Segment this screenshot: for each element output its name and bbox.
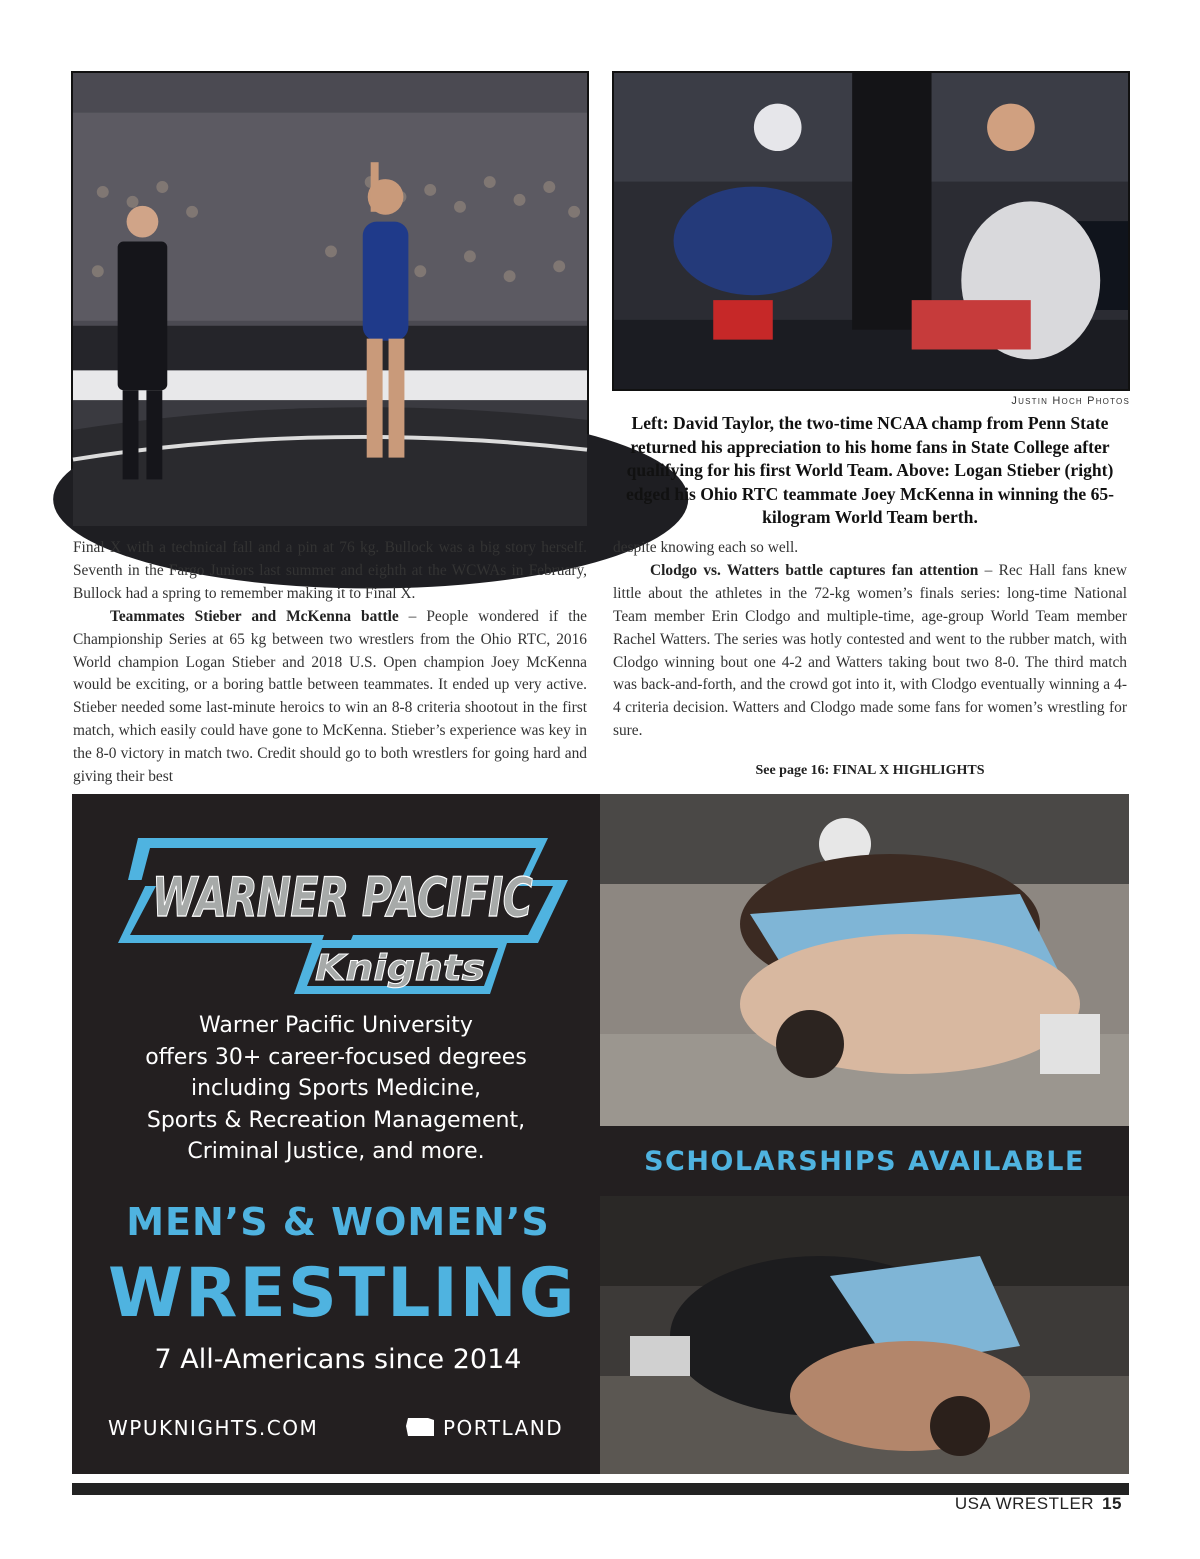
logo-line-1: WARNER PACIFIC: [152, 866, 534, 929]
ad-wrestling-heading: WRESTLING: [108, 1254, 577, 1333]
article-paragraph: Clodgo vs. Watters battle captures fan attention – Rec Hall fans knew little about the athletes in the 72-kg women’s finals series: long-time National Team member Erin Clodgo and multiple-time, age-group World Team member Rachel Watters. The series was hotly contested and went to the rubber match, with Clodgo winning bout one 4-2 and Watters taking bout two 8-0. The third match was back-and-forth, and the crowd got into it, with Clodgo eventually winning a 4-4 criteria decision. Watters and Clodgo made some fans for women’s wrestling for sure.: [613, 561, 1127, 740]
ad-description-line: Sports & Recreation Management,: [146, 1107, 526, 1133]
article-paragraph: Final X with a technical fall and a pin at 76 kg. Bullock was a big story herself. Seventh in the Fargo Juniors last summer and eighth at the WCWAs in February, Bullock had a spring to remember making it to Final X.: [73, 539, 587, 602]
ad-mens-womens: MEN’S & WOMEN’S: [126, 1200, 550, 1244]
ad-description-line: offers 30+ career-focused degrees: [145, 1044, 527, 1070]
article-subhead: Clodgo vs. Watters battle captures fan attention: [650, 561, 979, 579]
ad-all-americans: 7 All-Americans since 2014: [154, 1344, 522, 1375]
oregon-state-icon: [406, 1416, 436, 1438]
magazine-name: USA WRESTLER: [954, 1494, 1095, 1513]
page-footer: [955, 1494, 1122, 1514]
photo-credit: Justin Hoch Photos: [1011, 395, 1130, 407]
ad-text-panel: [72, 794, 600, 1474]
see-page-reference: See page 16: FINAL X HIGHLIGHTS: [755, 763, 985, 778]
article-paragraph: despite knowing each so well.: [613, 539, 799, 556]
page-number: 15: [1102, 1494, 1122, 1513]
article-column-1: [73, 537, 587, 789]
ad-description: [92, 1010, 580, 1168]
photo-stieber-mckenna: [612, 71, 1130, 391]
scholarships-banner: SCHOLARSHIPS AVAILABLE: [644, 1146, 1085, 1177]
ad-description-line: including Sports Medicine,: [191, 1076, 481, 1101]
ad-description-line: Criminal Justice, and more.: [187, 1139, 485, 1164]
kneeling-wrestlers-icon: [614, 73, 1128, 389]
women-wrestlers-icon: [600, 1196, 1129, 1474]
article-subhead: Teammates Stieber and McKenna battle: [110, 607, 399, 625]
photo-david-taylor: [71, 71, 589, 528]
article-column-2: [613, 537, 1127, 743]
arena-crowd-icon: [73, 73, 587, 526]
article-paragraph: Teammates Stieber and McKenna battle – People wondered if the Championship Series at 65 kg between two wrestlers from the Ohio RTC, 2016 World champion Logan Stieber and 2018 U.S. Open champion Joey McKenna would be exciting, or a boring battle between teammates. It ended up very active. Stieber needed some last-minute heroics to win an 8-8 criteria shootout in the first match, which easily could have gone to McKenna. Stieber’s experience was key in the 8-0 victory in match two. Credit should go to both wrestlers for going hard and giving their best: [73, 607, 588, 786]
logo-line-2: Knights: [315, 948, 485, 989]
ad-description-line: Warner Pacific University: [199, 1013, 473, 1038]
ad-website-link[interactable]: WPUKNIGHTS.COM: [108, 1416, 319, 1440]
ad-photo-women-wrestling: [600, 1196, 1129, 1474]
wrestlers-icon: [600, 794, 1129, 1126]
ad-photo-men-wrestling: [600, 794, 1129, 1126]
ad-city: PORTLAND: [443, 1416, 564, 1440]
warner-pacific-knights-logo: [108, 818, 576, 1014]
photo-caption: Left: David Taylor, the two-time NCAA champ from Penn State returned his appreciation to his home fans in State College after qualifying for his first World Team. Above: Logan Stieber (right) edged his Ohio RTC teammate Joey McKenna in winning the 65-kilogram World Team berth.: [625, 413, 1115, 527]
warner-pacific-advertisement: [72, 794, 1129, 1474]
